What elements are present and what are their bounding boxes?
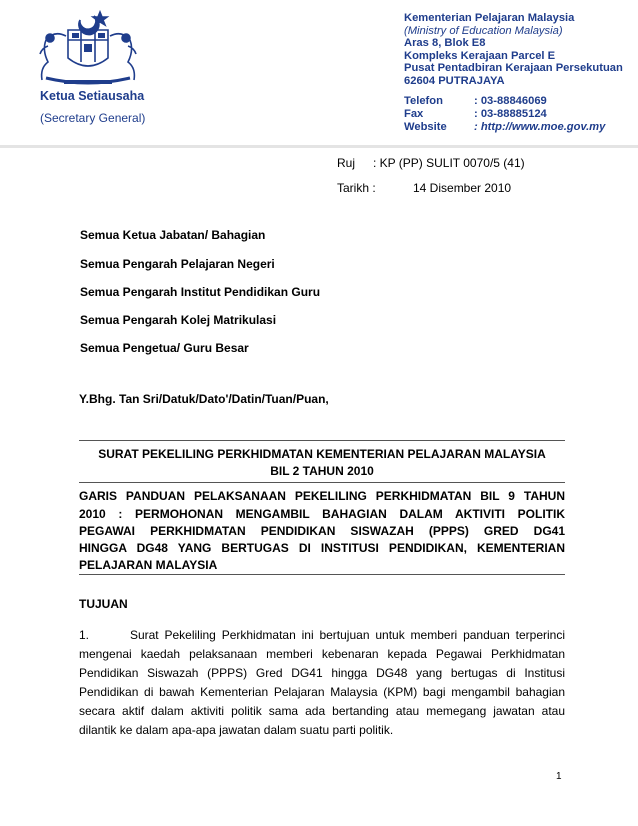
contact-value: : 03-88846069 bbox=[474, 95, 547, 107]
section-heading: TUJUAN bbox=[79, 597, 128, 611]
title-rule-bottom bbox=[79, 482, 565, 483]
subject-line: PELAJARAN MALAYSIA bbox=[79, 558, 218, 572]
subject-line: PEGAWAI PERKHIDMATAN PENDIDIKAN SISWAZAH (PPPS) GRED DG41 bbox=[79, 524, 565, 538]
coat-of-arms-icon bbox=[28, 6, 148, 90]
paragraph-line: Pendidikan di bawah Kementerian Pelajaran Malaysia (KPM) bagi mengambil bahagian bbox=[79, 685, 565, 699]
title-rule-top bbox=[79, 440, 565, 441]
contact-telefon bbox=[404, 95, 605, 108]
letterhead-divider bbox=[0, 145, 638, 148]
role-title: Ketua Setiausaha bbox=[40, 89, 145, 103]
recipient-line: Semua Ketua Jabatan/ Bahagian bbox=[80, 228, 266, 242]
address-line: Aras 8, Blok E8 bbox=[404, 37, 486, 50]
contact-fax bbox=[404, 108, 605, 121]
date-value: 14 Disember 2010 bbox=[413, 181, 512, 195]
circular-title: SURAT PEKELILING PERKHIDMATAN KEMENTERIAN PELAJARAN MALAYSIA bbox=[98, 447, 546, 461]
subject-rule bbox=[79, 574, 565, 575]
address-line: Kompleks Kerajaan Parcel E bbox=[404, 49, 556, 62]
subject-line: 2010 : PERMOHONAN MENGAMBIL BAHAGIAN DALAM AKTIVITI POLITIK bbox=[79, 507, 565, 521]
date-label: Tarikh : bbox=[337, 181, 376, 195]
contact-label: Website bbox=[404, 121, 447, 133]
contact-block bbox=[404, 95, 605, 134]
ministry-name-english: (Ministry of Education Malaysia) bbox=[404, 24, 563, 37]
circular-number: BIL 2 TAHUN 2010 bbox=[270, 464, 374, 478]
role-title-english: (Secretary General) bbox=[40, 111, 146, 125]
address-line: Pusat Pentadbiran Kerajaan Persekutuan bbox=[404, 62, 623, 75]
recipient-line: Semua Pengarah Pelajaran Negeri bbox=[80, 257, 275, 271]
contact-website bbox=[404, 121, 605, 134]
address-line: 62604 PUTRAJAYA bbox=[404, 74, 505, 87]
paragraph-line: 1. Surat Pekeliling Perkhidmatan ini bertujuan untuk memberi panduan terperinci bbox=[79, 628, 565, 642]
contact-label: Fax bbox=[404, 108, 424, 120]
ref-value: : KP (PP) SULIT 0070/5 (41) bbox=[373, 156, 525, 170]
ministry-name: Kementerian Pelajaran Malaysia bbox=[404, 12, 575, 24]
ref-label: Ruj bbox=[337, 156, 356, 170]
recipient-line: Semua Pengarah Institut Pendidikan Guru bbox=[80, 285, 321, 299]
paragraph-line: dilantik ke dalam apa-apa jawatan dalam suatu parti politik. bbox=[79, 723, 394, 737]
salutation: Y.Bhg. Tan Sri/Datuk/Dato'/Datin/Tuan/Puan, bbox=[79, 392, 329, 406]
subject-line: HINGGA DG48 YANG BERTUGAS DI INSTITUSI PENDIDIKAN, KEMENTERIAN bbox=[79, 541, 565, 555]
page-number: 1 bbox=[556, 771, 562, 782]
paragraph-line: secara aktif dalam aktiviti politik sama ada bertanding atau memegang jawatan atau bbox=[79, 704, 565, 718]
recipient-line: Semua Pengarah Kolej Matrikulasi bbox=[80, 313, 277, 327]
contact-value: : 03-88885124 bbox=[474, 108, 547, 120]
subject-line: GARIS PANDUAN PELAKSANAAN PEKELILING PERKHIDMATAN BIL 9 TAHUN bbox=[79, 489, 565, 503]
paragraph-line: Pendidikan Siswazah (PPPS) Gred DG41 hingga DG48 yang bertugas di Institusi bbox=[79, 666, 565, 680]
ministry-address bbox=[404, 12, 623, 88]
website-link[interactable]: : http://www.moe.gov.my bbox=[474, 121, 606, 133]
contact-label: Telefon bbox=[404, 95, 443, 107]
paragraph-line: mengenai kaedah pelaksanaan memberi kebenaran kepada Pegawai Perkhidmatan bbox=[79, 647, 565, 661]
recipient-line: Semua Pengetua/ Guru Besar bbox=[80, 341, 249, 355]
